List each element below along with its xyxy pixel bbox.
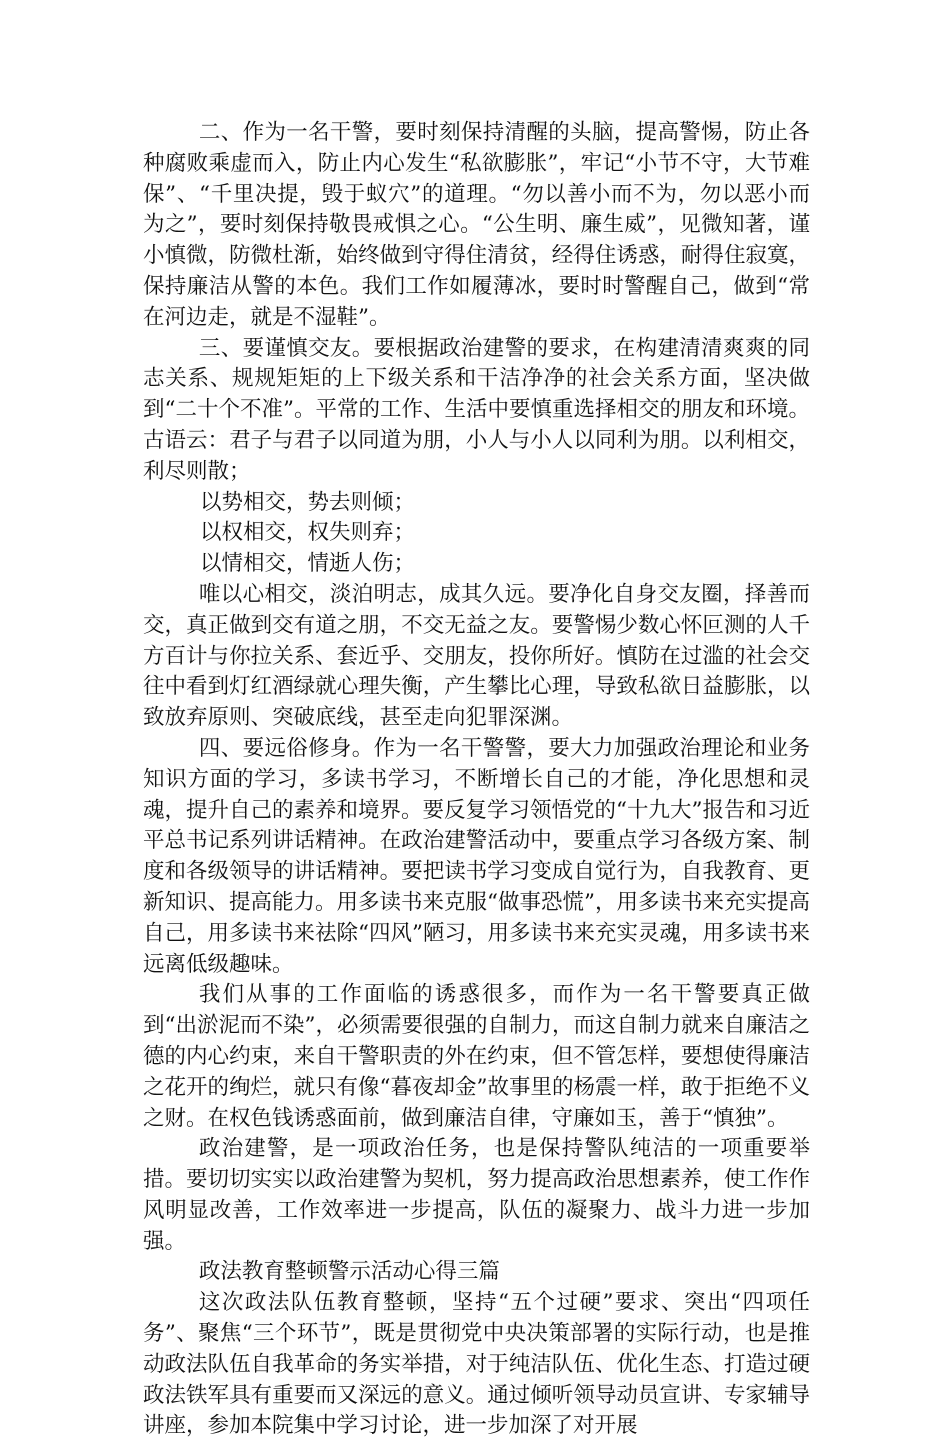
paragraph-three: 三、要谨慎交友。要根据政治建警的要求，在构建清清爽爽的同志关系、规规矩矩的上下级关系和干洁净净的社会关系方面，坚决做到“二十个不准”。平常的工作、生活中要慎重选择相交的朋友和环境。古语云：君子与君子以同道为朋，小人与小人以同利为朋。以利相交，利尽则散； xyxy=(143,335,810,484)
paragraph-next: 这次政法队伍教育整顿，坚持“五个过硬”要求、突出“四项任务”、聚焦“三个环节”，既是贯彻党中央决策部署的实际行动，也是推动政法队伍自我革命的务实举措，对于纯洁队伍、优化生态、打造过硬政法铁军具有重要而又深远的意义。通过倾听领导动员宣讲、专家辅导讲座，参加本院集中学习讨论，进一步加深了对开展 xyxy=(143,1290,810,1439)
line-shi: 以势相交，势去则倾； xyxy=(200,489,416,515)
paragraph-conclusion: 政治建警，是一项政治任务，也是保持警队纯洁的一项重要举措。要切切实实以政治建警为契机，努力提高政治思想素养，使工作作风明显改善，工作效率进一步提高，队伍的凝聚力、战斗力进一步加强。 xyxy=(143,1136,810,1254)
line-qing: 以情相交，情逝人伤； xyxy=(200,551,416,577)
paragraph-temptation: 我们从事的工作面临的诱惑很多，而作为一名干警要真正做到“出淤泥而不染”，必须需要很强的自制力，而这自制力就来自廉洁之德的内心约束，来自干警职责的外在约束，但不管怎样，要想使得廉洁之花开的绚烂，就只有像“暮夜却金”故事里的杨震一样，敢于拒绝不义之财。在权色钱诱惑面前，做到廉洁自律，守廉如玉，善于“慎独”。 xyxy=(143,982,810,1131)
document-body xyxy=(143,118,810,1442)
paragraph-xin: 唯以心相交，淡泊明志，成其久远。要净化自身交友圈，择善而交，真正做到交有道之朋，不交无益之友。要警惕少数心怀叵测的人千方百计与你拉关系、套近乎、交朋友，投你所好。慎防在过滥的社会交往中看到灯红酒绿就心理失衡，产生攀比心理，导致私欲日益膨胀，以致放弃原则、突破底线，甚至走向犯罪深渊。 xyxy=(143,581,810,731)
paragraph-four: 四、要远俗修身。作为一名干警警，要大力加强政治理论和业务知识方面的学习，多读书学习，不断增长自己的才能，净化思想和灵魂，提升自己的素养和境界。要反复学习领悟党的“十九大”报告和习近平总书记系列讲话精神。在政治建警活动中，要重点学习各级方案、制度和各级领导的讲话精神。要把读书学习变成自觉行为，自我教育、更新知识、提高能力。用多读书来克服“做事恐慌”，用多读书来充实提高自己，用多读书来祛除“四风”陋习，用多读书来充实灵魂，用多读书来远离低级趣味。 xyxy=(143,735,810,977)
line-quan: 以权相交，权失则弃； xyxy=(200,520,416,546)
section-heading: 政法教育整顿警示活动心得三篇 xyxy=(198,1259,500,1285)
paragraph-two: 二、作为一名干警，要时刻保持清醒的头脑，提高警惕，防止各种腐败乘虚而入，防止内心发生“私欲膨胀”，牢记“小节不守，大节难保”、“千里决提，毁于蚁穴”的道理。“勿以善小而不为，勿以恶小而为之”，要时刻保持敬畏戒惧之心。“公生明、廉生威”，见微知著，谨小慎微，防微杜渐，始终做到守得住清贫，经得住诱惑，耐得住寂寞，保持廉洁从警的本色。我们工作如履薄冰，要时时警醒自己，做到“常在河边走，就是不湿鞋”。 xyxy=(143,120,810,330)
